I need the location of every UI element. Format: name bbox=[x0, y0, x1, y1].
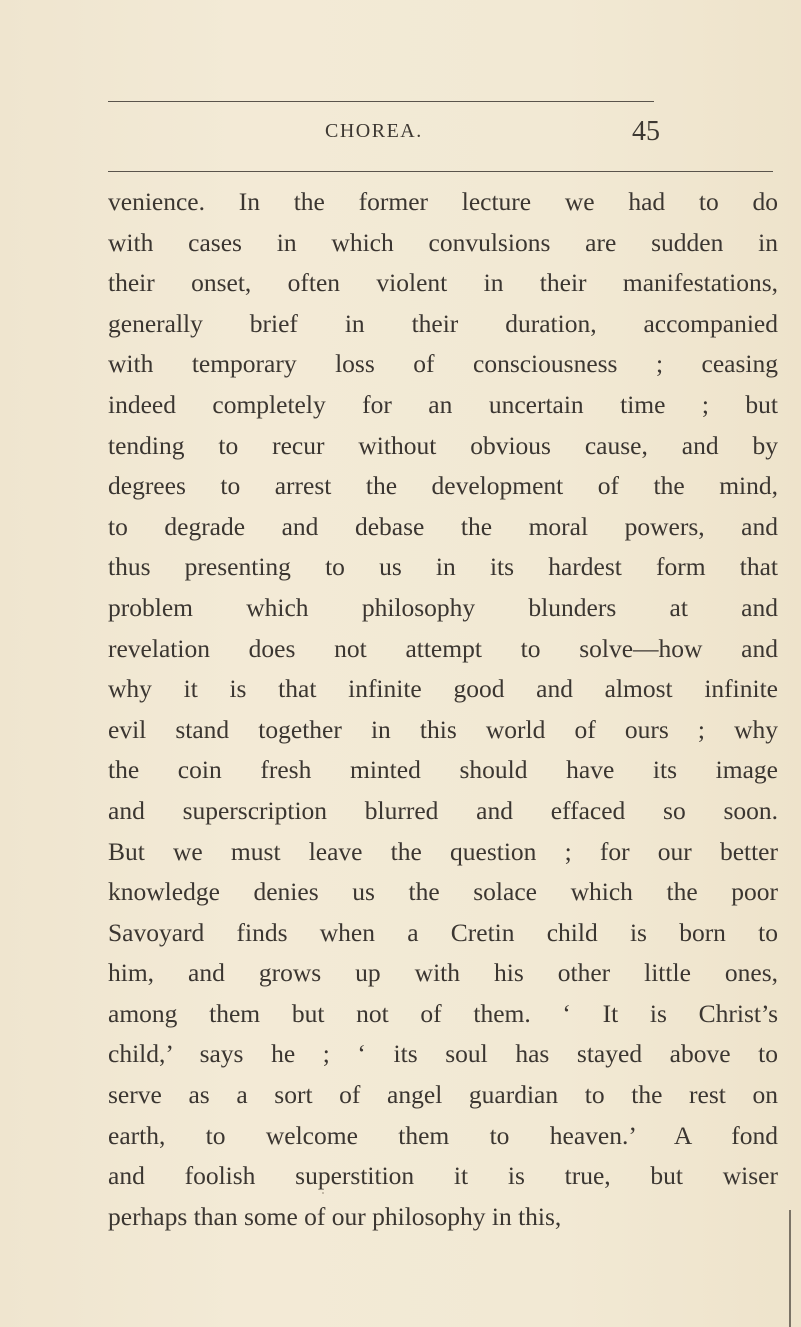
text-line: thus presenting to us in its hardest form that bbox=[108, 552, 778, 582]
text-line: knowledge denies us the solace which the poor bbox=[108, 877, 778, 907]
text-line: revelation does not attempt to solve—how and bbox=[108, 633, 778, 663]
text-line: earth, to welcome them to heaven.’ A fond bbox=[108, 1120, 778, 1150]
text-line: evil stand together in this world of ours ; why bbox=[108, 714, 778, 744]
text-line: venience. In the former lecture we had to do bbox=[108, 187, 778, 216]
text-line: and foolish superstition it is true, but wiser bbox=[108, 1161, 778, 1191]
page-number: 45 bbox=[632, 116, 660, 147]
header-rule-top bbox=[108, 101, 654, 102]
text-line: among them but not of them. ‘ It is Christ’s bbox=[108, 998, 778, 1028]
text-line: indeed completely for an uncertain time ; but bbox=[108, 389, 778, 419]
text-line: tending to recur without obvious cause, and by bbox=[108, 430, 778, 460]
text-line: problem which philosophy blunders at and bbox=[108, 592, 778, 622]
text-line: But we must leave the question ; for our better bbox=[108, 836, 778, 866]
text-line: to degrade and debase the moral powers, and bbox=[108, 511, 778, 541]
body-text bbox=[108, 182, 778, 1237]
text-line: and superscription blurred and effaced so soon. bbox=[108, 795, 778, 825]
page-header bbox=[0, 116, 801, 160]
paper-speck bbox=[322, 1192, 324, 1194]
text-line: the coin fresh minted should have its image bbox=[108, 755, 778, 785]
text-line: Savoyard finds when a Cretin child is born to bbox=[108, 917, 778, 947]
header-rule-bottom bbox=[108, 171, 773, 172]
text-line: their onset, often violent in their manifestations, bbox=[108, 268, 778, 298]
text-line: serve as a sort of angel guardian to the rest on bbox=[108, 1080, 778, 1110]
text-line: generally brief in their duration, accompanied bbox=[108, 308, 778, 338]
text-line: why it is that infinite good and almost infinite bbox=[108, 674, 778, 704]
text-line: perhaps than some of our philosophy in this, bbox=[108, 1201, 562, 1231]
running-head: CHOREA. bbox=[325, 120, 423, 142]
text-line: with temporary loss of consciousness ; ceasing bbox=[108, 349, 778, 379]
text-line: degrees to arrest the development of the mind, bbox=[108, 471, 778, 501]
text-line: with cases in which convulsions are sudden in bbox=[108, 227, 778, 257]
text-line: child,’ says he ; ‘ its soul has stayed above to bbox=[108, 1039, 778, 1069]
page-edge-shadow bbox=[789, 1210, 791, 1327]
text-line: him, and grows up with his other little ones, bbox=[108, 958, 778, 988]
